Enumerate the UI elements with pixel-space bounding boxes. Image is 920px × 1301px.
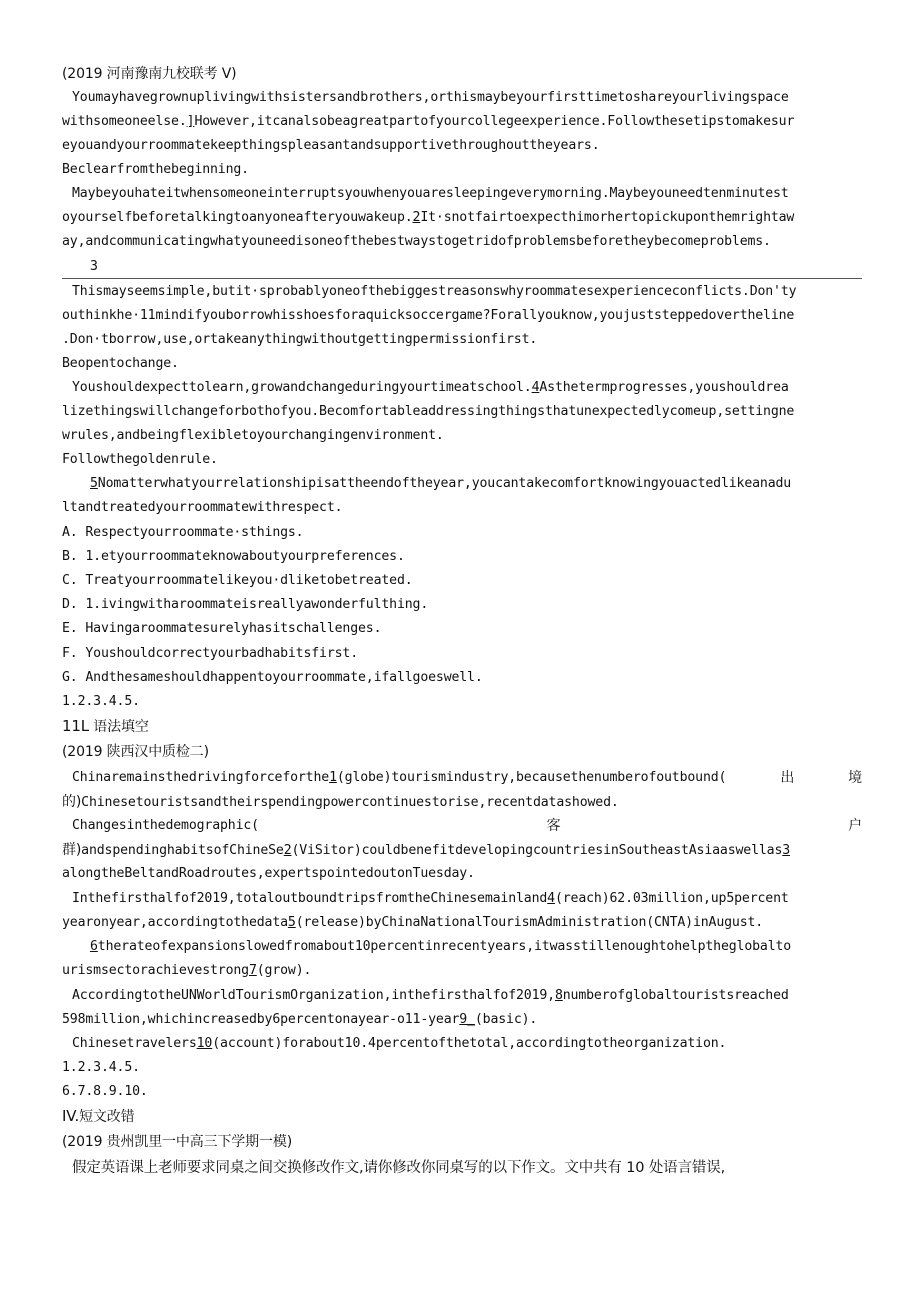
rc-paragraph-line: Youshouldexpecttolearn,growandchangeduringyourtimeatschool.4Asthetermprogresses,youshouldrea [72, 380, 789, 395]
rc-paragraph-line: 5Nomatterwhatyourrelationshipisattheendoftheyear,youcantakecomfortknowingyouactedlikeanadu [90, 476, 792, 491]
correction-source: (2019 贵州凯里一中高三下学期一模) [62, 1134, 293, 1150]
rc-paragraph-line: withsomeoneelse.]However,itcanalsobeagreatpartofyourcollegeexperience.Followthesetipstomakesur [62, 114, 795, 129]
blank-2[interactable]: 2 [412, 210, 421, 225]
blank-g4[interactable]: 4 [547, 891, 555, 906]
grammar-line: alongtheBeltandRoadroutes,expertspointedoutonTuesday. [62, 866, 475, 881]
blank-g6[interactable]: 6 [90, 939, 98, 954]
blank-g9[interactable]: 9_ [459, 1012, 475, 1027]
blank-g8[interactable]: 8 [554, 988, 563, 1003]
grammar-line: Changesinthedemographic( 客 户 [72, 818, 862, 834]
rc-source: (2019 河南豫南九校联考 V) [62, 66, 237, 82]
rc-paragraph-line: Thismayseemsimple,butit·sprobablyoneofthebiggestreasonswhyroommatesexperienceconflicts.Don'ty [72, 284, 797, 299]
grammar-line: 的)Chinesetouristsandtheirspendingpowercontinuestorise,recentdatashowed. [62, 794, 619, 810]
grammar-title: 11L 语法填空 [62, 717, 149, 735]
rc-paragraph-line: ay,andcommunicatingwhatyouneedisoneofthebestwaystogetridofproblemsbeforetheybecomeproblems. [62, 234, 771, 249]
rc-paragraph-line: ltandtreatedyourroommatewithrespect. [62, 500, 343, 515]
grammar-answer-row: 6.7.8.9.10. [62, 1084, 148, 1099]
correction-title: IV.短文改错 [62, 1107, 135, 1125]
rc-paragraph-line: eyouandyourroommatekeepthingspleasantandsupportivethroughouttheyears. [62, 138, 600, 153]
grammar-line: 598million,whichincreasedby6percentonayear-o11-year9_(basic). [62, 1012, 538, 1027]
correction-instruction: 假定英语课上老师要求同桌之间交换修改作文,请你修改你同桌写的以下作文。文中共有 10 处语言错误, [72, 1160, 726, 1176]
grammar-line: Chinesetravelers10(account)forabout10.4percentofthetotal,accordingtotheorganization. [72, 1036, 727, 1051]
rc-paragraph-line: .Don·tborrow,use,ortakeanythingwithoutgettingpermissionfirst. [62, 332, 538, 347]
rc-paragraph-line: lizethingswillchangeforbothofyou.Becomfortableaddressingthingsthatunexpectedlycomeup,settingne [62, 404, 795, 419]
option-c: C. Treatyourroommatelikeyou·dliketobetreated. [62, 573, 413, 588]
rc-heading: Beclearfromthebeginning. [62, 162, 249, 177]
rc-answer-row: 1.2.3.4.5. [62, 694, 140, 709]
grammar-line: urismsectorachievestrong7(grow). [62, 963, 312, 978]
rc-paragraph-line: Maybeyouhateitwhensomeoneinterruptsyouwhenyouaresleepingeverymorning.Maybeyouneedtenminutest [72, 186, 789, 201]
blank-g3[interactable]: 3 [782, 843, 791, 858]
rc-paragraph-line: wrules,andbeingflexibletoyourchangingenvironment. [62, 428, 444, 443]
option-g: G. Andthesameshouldhappentoyourroommate,ifallgoeswell. [62, 670, 483, 685]
blank-1[interactable]: ] [186, 114, 195, 129]
blank-4[interactable]: 4 [531, 380, 540, 395]
blank-g10[interactable]: 10 [196, 1036, 213, 1051]
grammar-source: (2019 陕西汉中质检二) [62, 744, 209, 760]
grammar-line: Chinaremainsthedrivingforceforthe1(globe)tourismindustry,becausethenumberofoutbound( 出 境 [72, 770, 862, 786]
grammar-line: yearonyear,accordingtothedata5(release)byChinaNationalTourismAdministration(CNTA)inAugust. [62, 915, 764, 930]
option-e: E. Havingaroommatesurelyhasitschallenges. [62, 621, 382, 636]
rc-paragraph-line: oyourselfbeforetalkingtoanyoneafteryouwakeup.2It·snotfairtoexpecthimorhertopickuponthemrightaw [62, 210, 795, 225]
blank-3[interactable]: 3 [90, 259, 98, 274]
rc-heading: Beopentochange. [62, 356, 179, 371]
blank-3-line [62, 278, 862, 279]
rc-heading: Followthegoldenrule. [62, 452, 218, 467]
blank-g7[interactable]: 7 [248, 963, 257, 978]
grammar-line: 群)andspendinghabitsofChineSe2(ViSitor)couldbenefitdevelopingcountriesinSoutheastAsiaaswellas3 [62, 842, 791, 858]
option-d: D. 1.ivingwitharoommateisreallyawonderfulthing. [62, 597, 429, 612]
blank-g2[interactable]: 2 [283, 843, 292, 858]
grammar-line: AccordingtotheUNWorldTourismOrganization,inthefirsthalfof2019,8numberofglobaltouristsreached [72, 988, 789, 1003]
blank-g1[interactable]: 1 [329, 770, 337, 785]
grammar-line: 6therateofexpansionslowedfromabout10percentinrecentyears,itwasstillenoughtohelptheglobalto [90, 939, 792, 954]
blank-5[interactable]: 5 [90, 476, 98, 491]
option-a: A. Respectyourroommate·sthings. [62, 525, 304, 540]
grammar-line: Inthefirsthalfof2019,totaloutboundtripsfromtheChinesemainland4(reach)62.03million,up5percent [72, 891, 789, 906]
rc-paragraph-line: Youmayhavegrownuplivingwithsistersandbrothers,orthismaybeyourfirsttimetoshareyourlivingspace [72, 90, 789, 105]
rc-paragraph-line: outhinkhe·11mindifyouborrowhisshoesforaquicksoccergame?Forallyouknow,youjuststeppedovertheline [62, 308, 795, 323]
grammar-answer-row: 1.2.3.4.5. [62, 1060, 140, 1075]
blank-g5[interactable]: 5 [287, 915, 296, 930]
option-b: B. 1.etyourroommateknowaboutyourpreferences. [62, 549, 405, 564]
option-f: F. Youshouldcorrectyourbadhabitsfirst. [62, 646, 359, 661]
